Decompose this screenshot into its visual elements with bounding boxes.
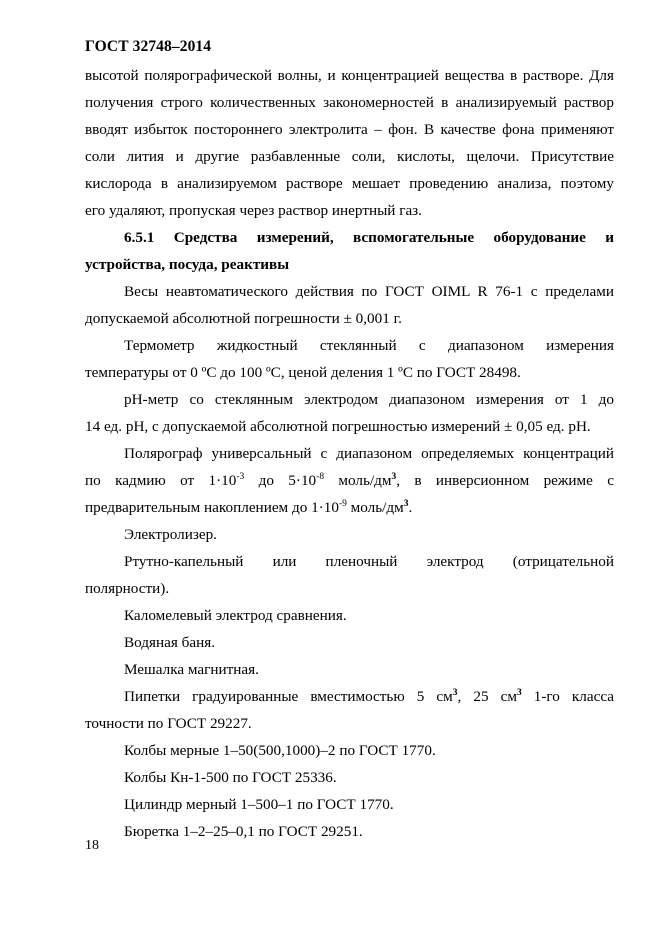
text-line: соли лития и другие разбавленные соли, кислоты, щелочи. Присутствие [85,148,614,165]
text-line: высотой полярографической волны, и концентрацией вещества в растворе. Для [85,67,614,84]
section-title-part1: Средства измерений, вспомогательные оборудование и [173,229,615,246]
text-fragment: моль/дм [346,499,404,516]
text-fragment: предварительным накоплением до 1·10 [85,499,339,516]
item-ph-meter [85,386,614,440]
text-line: вводят избыток постороннего электролита – фон. В качестве фона применяют [85,121,614,138]
item-flasks-kn [85,764,614,791]
page-number: 18 [85,838,99,853]
text-line: его удаляют, пропуская через раствор инертный газ. [85,202,422,219]
exponent: 3 [403,499,409,509]
text-line: рН-метр со стеклянным электродом диапазоном измерения от 1 до [124,391,614,408]
text-fragment: , в инверсионном режиме с [396,472,614,489]
running-header: ГОСТ 32748–2014 [85,38,212,55]
text-fragment: , 25 см [457,688,517,705]
item-stirrer [85,656,614,683]
text-line: кислорода в анализируемом растворе мешает проведению анализа, поэтому [85,175,614,192]
text-line: Электролизер. [124,526,217,543]
item-cylinder [85,791,614,818]
text-line [85,467,614,494]
exponent: 3 [452,688,458,698]
text-line: допускаемой абсолютной погрешности ± 0,001 г. [85,310,402,327]
item-pipettes [85,683,614,737]
text-line: температуры от 0 ºC до 100 ºC, ценой деления 1 ºC по ГОСТ 28498. [85,364,521,381]
item-electrolyzer [85,521,614,548]
text-line: точности по ГОСТ 29227. [85,715,252,732]
item-flasks-measuring [85,737,614,764]
item-electrode [85,548,614,602]
text-line: полярности). [85,580,170,597]
exponent: -3 [236,472,245,482]
exponent: 3 [516,688,522,698]
item-polarograph [85,440,614,521]
text-line: Колбы Кн-1-500 по ГОСТ 25336. [124,769,337,786]
text-fragment: моль/дм [324,472,392,489]
text-line: Полярограф универсальный с диапазоном определяемых концентраций [124,445,614,462]
text-fragment: 1-го класса [521,688,615,705]
text-line: Цилиндр мерный 1–500–1 по ГОСТ 1770. [124,796,394,813]
text-fragment: Пипетки градуированные вместимостью 5 см [124,688,453,705]
text-fragment: по кадмию от 1·10 [85,472,237,489]
exponent: -9 [338,499,347,509]
text-fragment: . [408,499,413,516]
text-line [85,494,614,521]
item-scales [85,278,614,332]
section-heading-line1 [85,224,614,251]
text-line: получения строго количественных закономерностей в анализируемый раствор [85,94,614,111]
section-heading [85,224,614,278]
item-burette [85,818,614,845]
text-fragment: до 5·10 [244,472,317,489]
text-line [85,683,614,710]
item-thermometer [85,332,614,386]
page-content [85,62,614,845]
intro-paragraph [85,62,614,224]
text-line: Водяная баня. [124,634,216,651]
text-line: Бюретка 1–2–25–0,1 по ГОСТ 29251. [124,823,363,840]
text-line: 14 ед. рН, с допускаемой абсолютной погрешностью измерений ± 0,05 ед. рН. [85,418,591,435]
item-water-bath [85,629,614,656]
text-line: Мешалка магнитная. [124,661,259,678]
text-line: Каломелевый электрод сравнения. [124,607,347,624]
section-title-part2: устройства, посуда, реактивы [85,256,290,273]
text-line: Ртутно-капельный или пленочный электрод (отрицательной [124,553,614,570]
exponent: 3 [391,472,397,482]
text-line: Весы неавтоматического действия по ГОСТ OIML R 76-1 с пределами [124,283,614,300]
exponent: -8 [316,472,325,482]
text-line: Колбы мерные 1–50(500,1000)–2 по ГОСТ 1770. [124,742,436,759]
item-calomel [85,602,614,629]
text-line: Термометр жидкостный стеклянный с диапазоном измерения [124,337,614,354]
section-number: 6.5.1 [124,229,155,246]
